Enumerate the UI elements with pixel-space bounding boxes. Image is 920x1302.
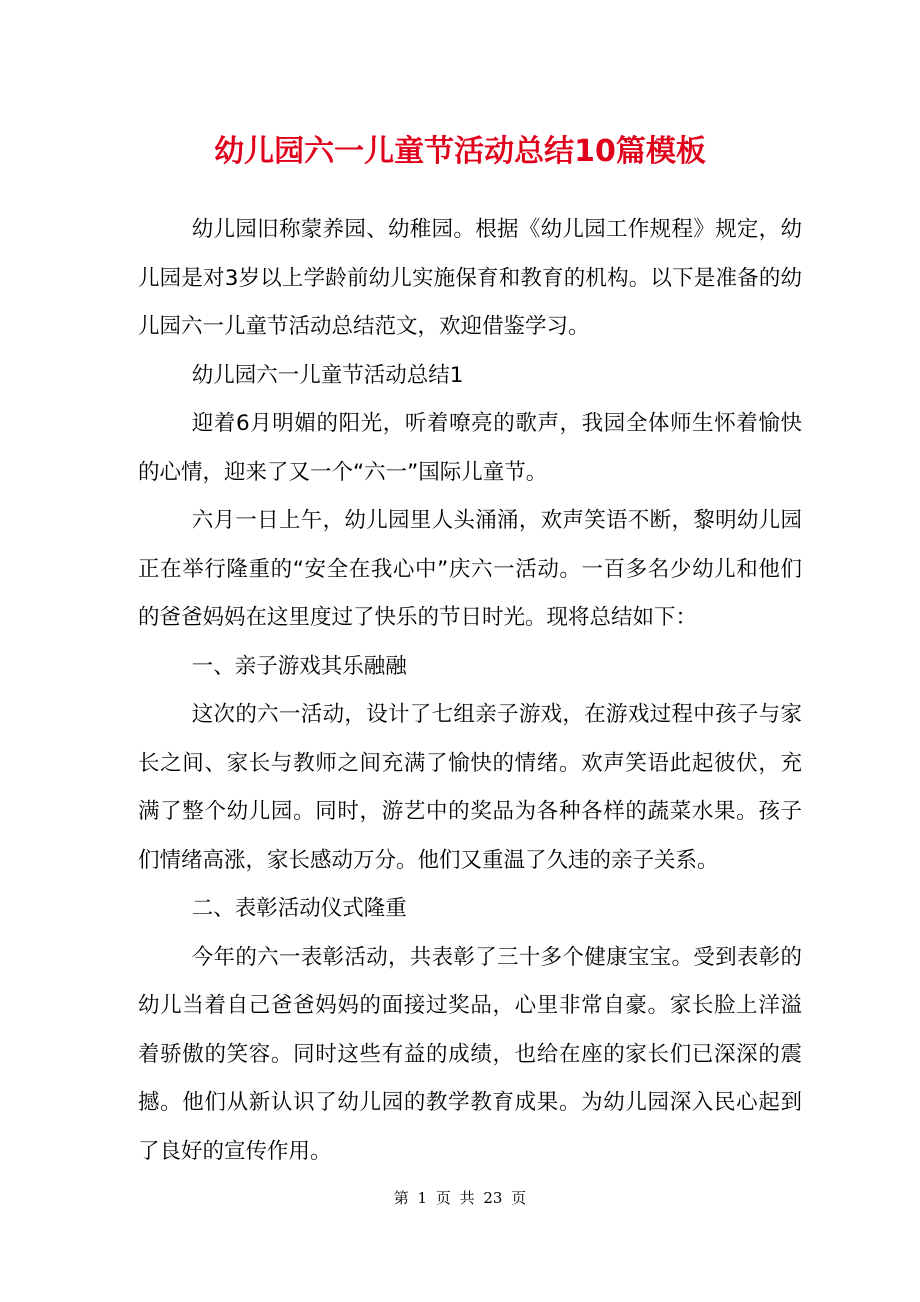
document-body <box>138 206 802 1176</box>
paragraph-sunshine: 迎着6月明媚的阳光，听着嘹亮的歌声，我园全体师生怀着愉快的心情，迎来了又一个“六一”国际儿童节。 <box>138 411 802 485</box>
subheading-commendation: 二、表彰活动仪式隆重 <box>191 896 407 921</box>
subheading-parent-child-games: 一、亲子游戏其乐融融 <box>191 653 407 679</box>
page-footer: 第 1 页 共 23 页 <box>393 1189 527 1207</box>
paragraph-commendation: 今年的六一表彰活动，共表彰了三十多个健康宝宝。受到表彰的幼儿当着自己爸爸妈妈的面接过奖品，心里非常自豪。家长脸上洋溢着骄傲的笑容。同时这些有益的成绩，也给在座的家长们已深深的震撼。他们从新认识了幼儿园的教学教育成果。为幼儿园深入民心起到了良好的宣传作用。 <box>138 944 802 1164</box>
document-title: 幼儿园六一儿童节活动总结10篇模板 <box>214 134 706 169</box>
paragraph-intro: 幼儿园旧称蒙养园、幼稚园。根据《幼儿园工作规程》规定，幼儿园是对3岁以上学龄前幼儿实施保育和教育的机构。以下是准备的幼儿园六一儿童节活动总结范文，欢迎借鉴学习。 <box>138 217 802 339</box>
section-heading-summary-1: 幼儿园六一儿童节活动总结1 <box>191 362 464 388</box>
paragraph-june-first: 六月一日上午，幼儿园里人头涌涌，欢声笑语不断，黎明幼儿园正在举行隆重的“安全在我心中”庆六一活动。一百多名少幼儿和他们的爸爸妈妈在这里度过了快乐的节日时光。现将总结如下： <box>138 508 802 630</box>
paragraph-games: 这次的六一活动，设计了七组亲子游戏，在游戏过程中孩子与家长之间、家长与教师之间充满了愉快的情绪。欢声笑语此起彼伏，充满了整个幼儿园。同时，游艺中的奖品为各种各样的蔬菜水果。孩子们情绪高涨，家长感动万分。他们又重温了久违的亲子关系。 <box>138 702 802 873</box>
